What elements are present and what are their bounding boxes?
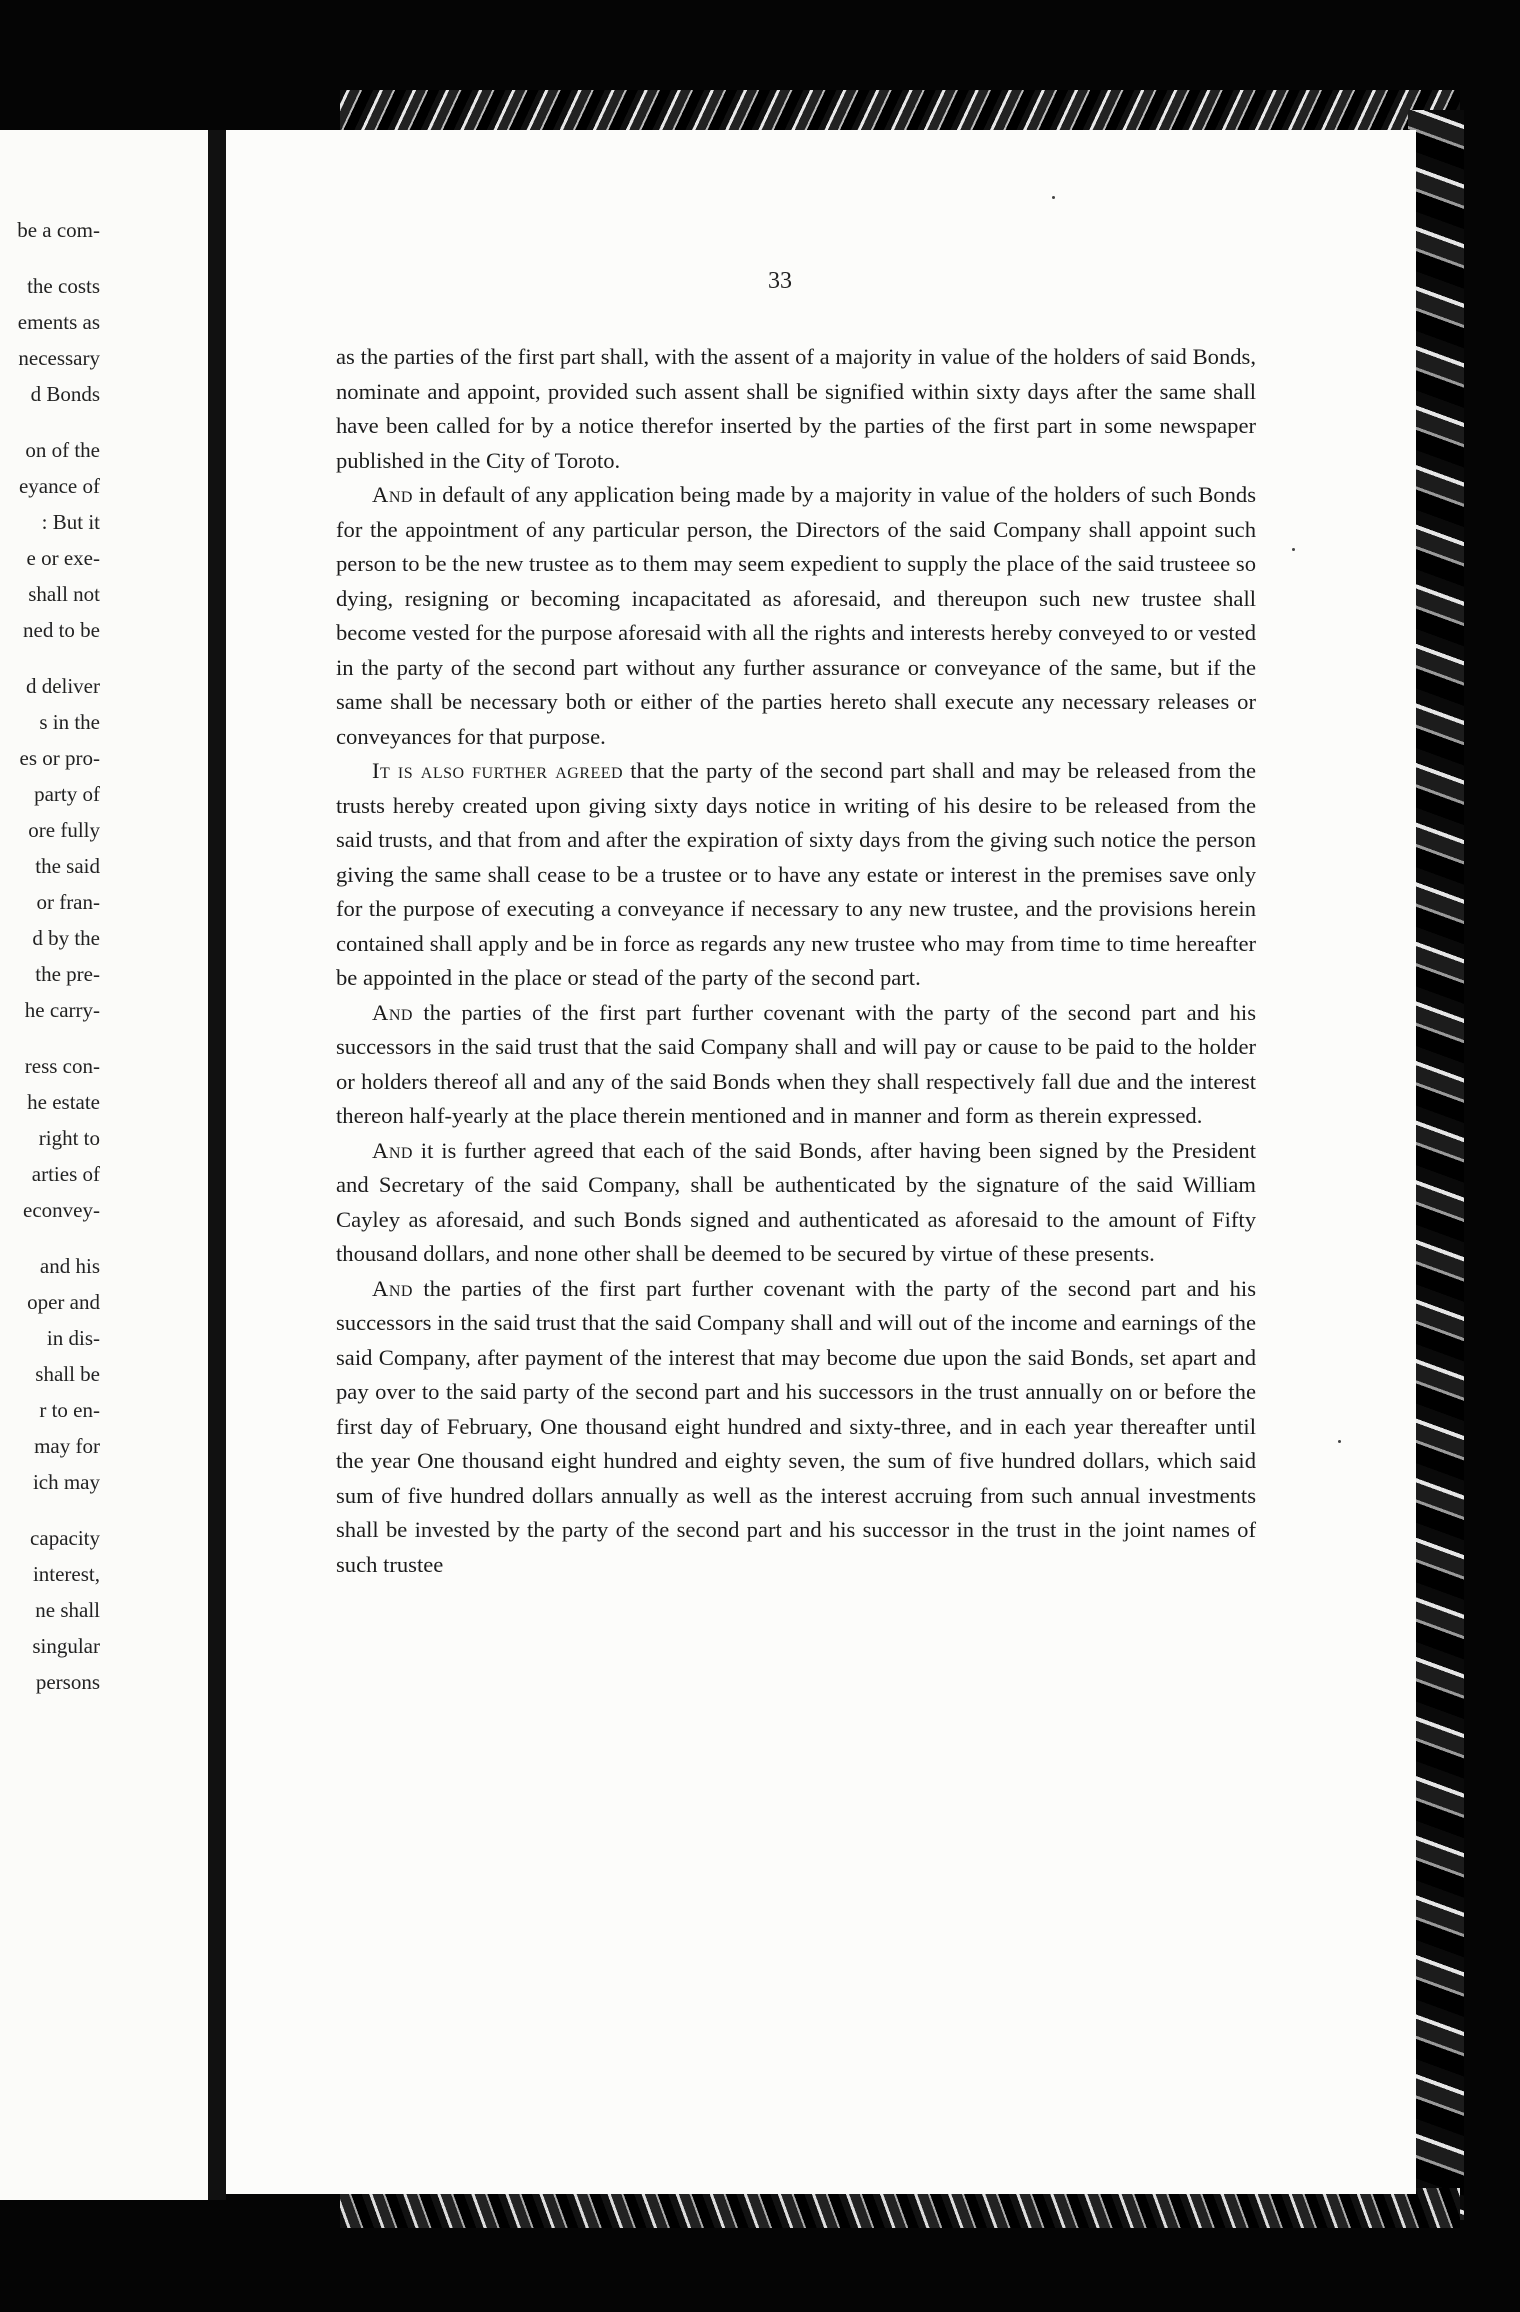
left-page-line: be a com- [17, 218, 100, 242]
body-paragraph [336, 478, 1256, 754]
body-text [336, 340, 1256, 1582]
marbled-border-bottom [340, 2188, 1460, 2228]
left-page-line: ne shall [35, 1598, 100, 1622]
left-page-line: ress con- [24, 1054, 100, 1078]
marbled-border-top [340, 90, 1460, 132]
left-page-line: on of the [25, 438, 100, 462]
left-page-line: in dis- [46, 1326, 100, 1350]
paragraph-lead-smallcaps: And [372, 1275, 413, 1301]
body-paragraph [336, 754, 1256, 996]
left-page-line: d Bonds [30, 382, 100, 406]
left-page-line: persons [35, 1670, 100, 1694]
left-page-line: ements as [17, 310, 100, 334]
paragraph-lead-smallcaps: It is also further agreed [372, 758, 624, 783]
body-paragraph [336, 1134, 1256, 1272]
body-paragraph [336, 996, 1256, 1134]
page-number: 33 [768, 268, 792, 294]
left-page-line: shall not [28, 582, 100, 606]
left-page-line: econvey- [23, 1198, 100, 1222]
ink-speck [1052, 196, 1055, 199]
paragraph-lead-smallcaps: And [372, 1137, 413, 1163]
left-page-line: ore fully [28, 818, 100, 842]
left-page-gap [0, 1028, 100, 1048]
left-page-line: or fran- [36, 890, 100, 914]
paragraph-lead-smallcaps: And [372, 482, 413, 507]
left-page-line: eyance of [18, 474, 100, 498]
left-page-line: singular [32, 1634, 100, 1658]
left-page-text [0, 212, 100, 1700]
body-paragraph [336, 340, 1256, 478]
left-page-line: the said [35, 854, 100, 878]
left-page-line: d by the [32, 926, 100, 950]
left-page-line: arties of [31, 1162, 100, 1186]
left-page-line: right to [38, 1126, 100, 1150]
left-page-line: r to en- [39, 1398, 100, 1422]
ink-speck [1338, 1440, 1341, 1443]
paragraph-text: the parties of the first part further covenant with the party of the second part and his successors in the said trust that the said Company shall and will out of the income and earnings of the said Company, after payment of the interest that may become due upon the said Bonds, set apart and pay over to the said party of the second part and his successors in the trust annually on or before the first day of February, One thousand eight hundred and sixty-three, and in each year thereafter until the year One thousand eight hundred and eighty seven, the sum of five hundred dollars, which said sum of five hundred dollars annually as well as the interest accruing from such annual investments shall be invested by the party of the second part and his successor in the trust in the joint names of such trustee [336, 1275, 1256, 1577]
left-page-gap [0, 648, 100, 668]
left-page-line: the costs [27, 274, 100, 298]
left-page-line: may for [34, 1434, 100, 1458]
left-page-line: the pre- [35, 962, 100, 986]
left-page-gap [0, 1228, 100, 1248]
left-page-line: ned to be [23, 618, 100, 642]
left-page-line: es or pro- [19, 746, 100, 770]
paragraph-text: the parties of the first part further covenant with the party of the second part and his successors in the said trust that the said Company shall and will pay or cause to be paid to the holder or holders thereof all and any of the said Bonds when they shall respectively fall due and the interest thereon half-yearly at the place therein mentioned and in manner and form as therein expressed. [336, 999, 1256, 1128]
ink-speck [1292, 548, 1295, 551]
body-paragraph [336, 1272, 1256, 1583]
left-page-line: s in the [39, 710, 100, 734]
paragraph-lead-smallcaps: And [372, 999, 413, 1025]
paragraph-text: as the parties of the first part shall, with the assent of a majority in value of the holders of said Bonds, nominate and appoint, provided such assent shall be signified within sixty days after the same shall have been called for by a notice therefor inserted by the parties of the first part in some newspaper published in the City of Toroto. [336, 344, 1256, 473]
left-page-line: he carry- [24, 998, 100, 1022]
marbled-border-right [1408, 110, 1464, 2220]
left-page-gap [0, 248, 100, 268]
left-page-line: necessary [18, 346, 100, 370]
left-page-line: party of [34, 782, 100, 806]
page-gutter [208, 130, 226, 2200]
left-page-line: : But it [41, 510, 100, 534]
left-page-line: capacity [30, 1526, 100, 1550]
left-page-line: oper and [27, 1290, 100, 1314]
left-page-line: shall be [35, 1362, 100, 1386]
paragraph-text: it is further agreed that each of the said Bonds, after having been signed by the President and Secretary of the said Company, shall be authenticated by the signature of the said William Cayley as aforesaid, and such Bonds signed and authenticated as aforesaid to the amount of Fifty thousand dollars, and none other shall be deemed to be secured by virtue of these presents. [336, 1137, 1256, 1266]
left-page-line: he estate [27, 1090, 100, 1114]
left-page-line: ich may [32, 1470, 100, 1494]
paragraph-text: in default of any application being made by a majority in value of the holders of such Bonds for the appointment of any particular person, the Directors of the said Company shall appoint such person to be the new trustee as to them may seem expedient to supply the place of the said trusteee so dying, resigning or becoming incapacitated as aforesaid, and thereupon such new trustee shall become vested for the purpose aforesaid with all the rights and interests hereby conveyed to or vested in the party of the second part without any further assurance or conveyance of the same, but if the same shall be necessary both or either of the parties hereto shall execute any necessary releases or conveyances for that purpose. [336, 482, 1256, 749]
paragraph-text: that the party of the second part shall and may be released from the trusts hereby created upon giving sixty days notice in writing of his desire to be released from the said trusts, and that from and after the expiration of sixty days from the giving such notice the person giving the same shall cease to be a trustee or to have any estate or interest in the premises save only for the purpose of executing a conveyance if necessary to any new trustee, and the provisions herein contained shall apply and be in force as regards any new trustee who may from time to time hereafter be appointed in the place or stead of the party of the second part. [336, 758, 1256, 990]
left-page-line: interest, [32, 1562, 100, 1586]
left-page-line: and his [39, 1254, 100, 1278]
left-page-gap [0, 1500, 100, 1520]
left-page-line: d deliver [25, 674, 100, 698]
left-page-line: e or exe- [26, 546, 100, 570]
left-page-gap [0, 412, 100, 432]
